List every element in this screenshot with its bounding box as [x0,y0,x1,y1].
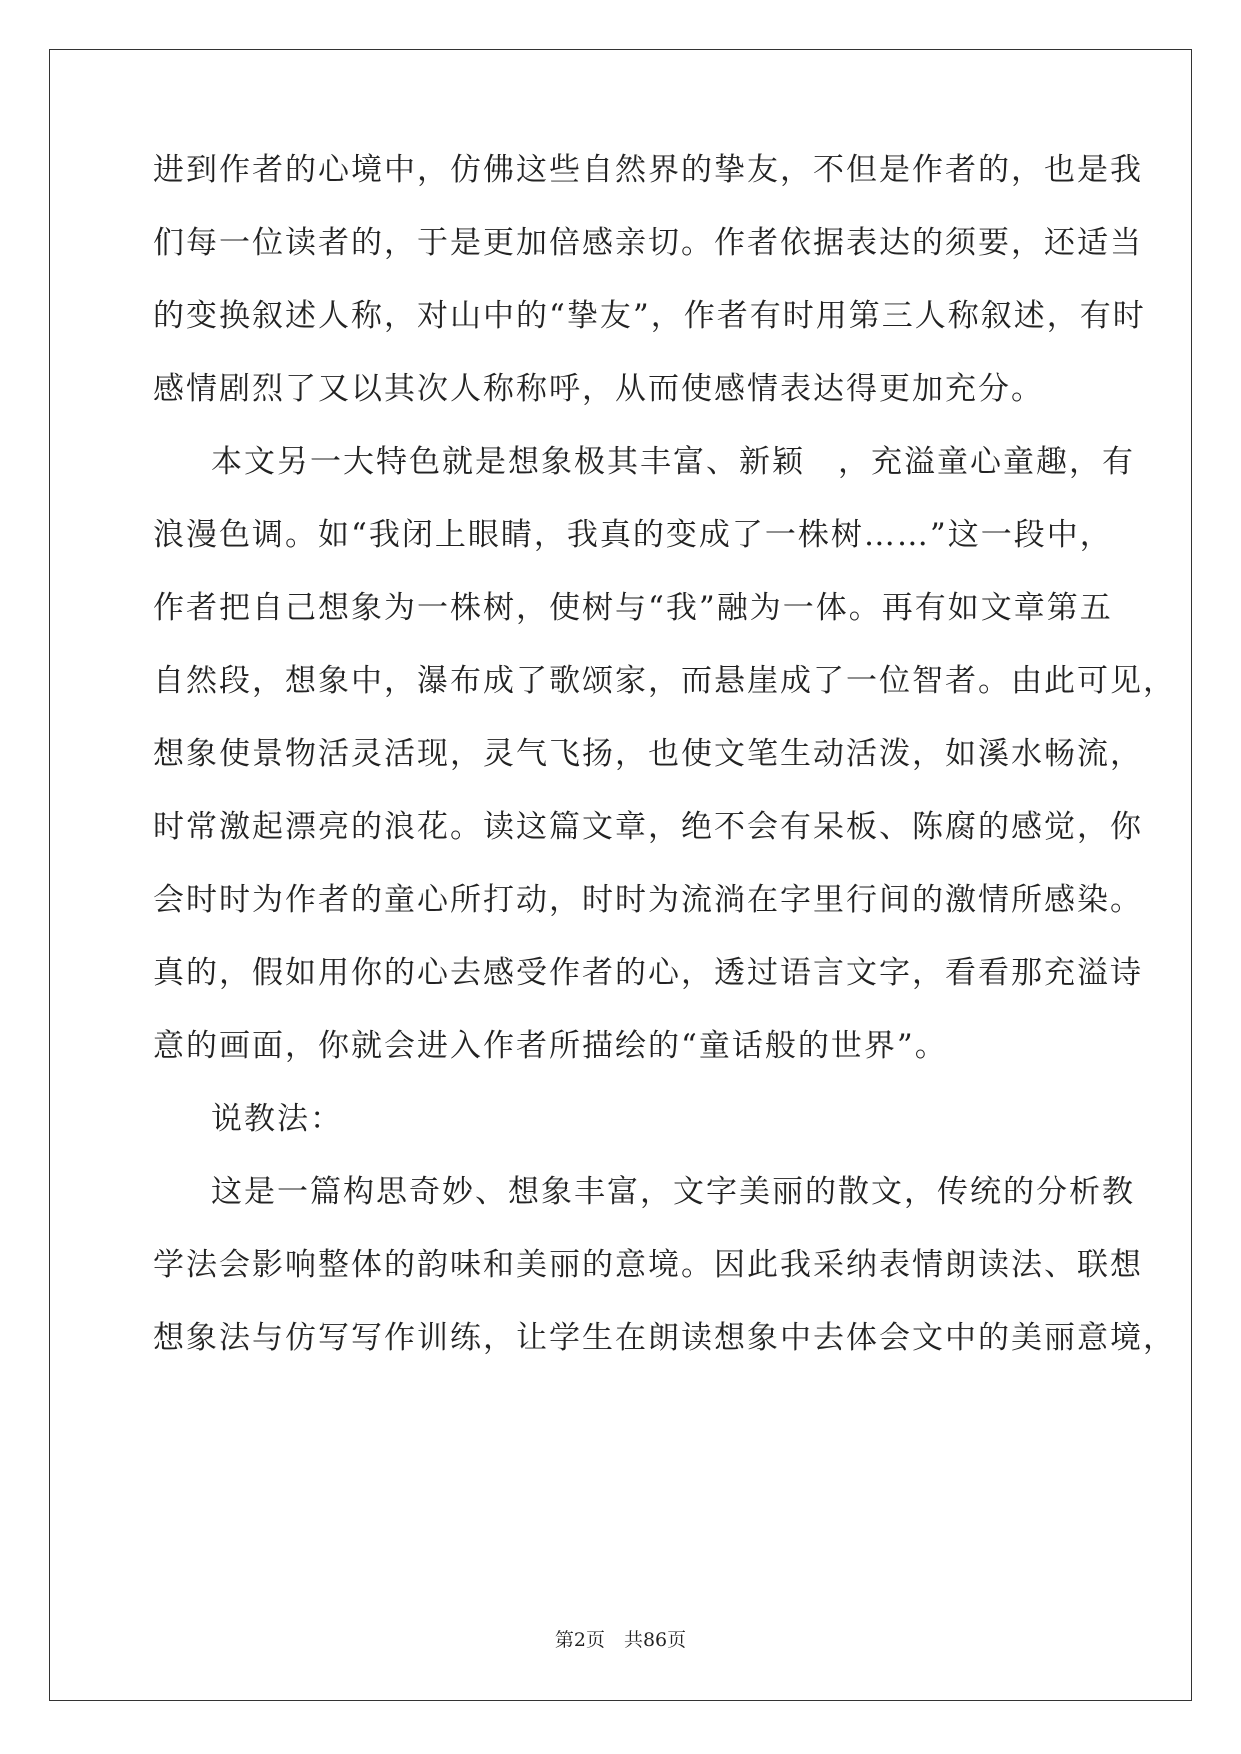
text-line: 想象法与仿写写作训练，让学生在朗读想象中去体会文中的美丽意境， [153,1320,1176,1356]
text-line: 浪漫色调。如“我闭上眼睛，我真的变成了一株树……”这一段中， [153,517,1113,553]
text-line: 感情剧烈了又以其次人称称呼，从而使感情表达得更加充分。 [153,371,1044,407]
text-line: 自然段，想象中，瀑布成了歌颂家，而悬崖成了一位智者。由此可见， [153,663,1176,699]
text-line: 时常激起漂亮的浪花。读这篇文章，绝不会有呆板、陈腐的感觉，你 [153,809,1143,845]
text-line: 学法会影响整体的韵味和美丽的意境。因此我采纳表情朗读法、联想 [153,1247,1143,1283]
text-line: 真的，假如用你的心去感受作者的心，透过语言文字，看看那充溢诗 [153,955,1143,991]
text-line: 会时时为作者的童心所打动，时时为流淌在字里行间的激情所感染。 [153,882,1143,918]
page-number-footer: 第2页 共86页 [554,1629,687,1651]
text-line: 们每一位读者的，于是更加倍感亲切。作者依据表达的须要，还适当 [153,225,1143,261]
section-heading: 说教法： [211,1101,343,1137]
paragraph-first-line: 本文另一大特色就是想象极其丰富、新颖 ，充溢童心童趣，有 [211,444,1135,480]
text-line: 想象使景物活灵活现，灵气飞扬，也使文笔生动活泼，如溪水畅流， [153,736,1143,772]
page-border [49,49,1192,1701]
text-line: 进到作者的心境中，仿佛这些自然界的挚友，不但是作者的，也是我 [153,152,1143,188]
text-line: 作者把自己想象为一株树，使树与“我”融为一体。再有如文章第五 [153,590,1113,626]
text-line: 意的画面，你就会进入作者所描绘的“童话般的世界”。 [153,1028,948,1064]
text-line: 的变换叙述人称，对山中的“挚友”，作者有时用第三人称叙述，有时 [153,298,1146,334]
paragraph-first-line: 这是一篇构思奇妙、想象丰富，文字美丽的散文，传统的分析教 [211,1174,1135,1210]
